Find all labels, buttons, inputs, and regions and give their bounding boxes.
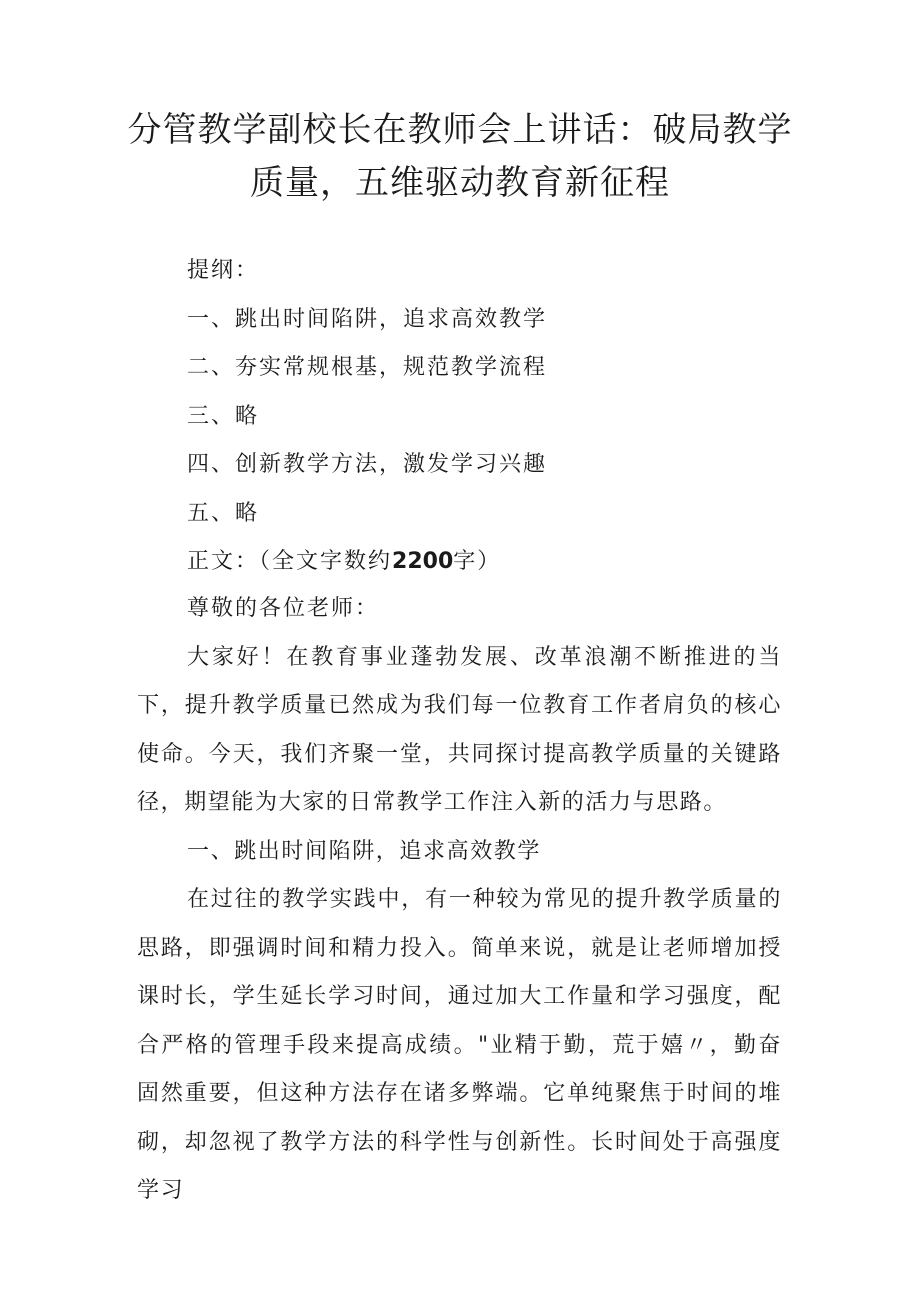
outline-list <box>187 247 827 587</box>
section-paragraph: 在过往的教学实践中，有一种较为常见的提升教学质量的思路，即强调时间和精力投入。简单来说，就是让老师增加授课时长，学生延长学习时间，通过加大工作量和学习强度，配合严格的管理手段来提高成绩。"业精于勤，荒于嬉〃，勤奋固然重要，但这种方法存在诸多弊端。它单纯聚焦于时间的堆砌，却忽视了教学方法的科学性与创新性。长时间处于高强度学习 <box>137 887 782 1203</box>
word-count-value: 2200 <box>392 549 454 574</box>
section-heading: 一、跳出时间陷阱，追求高效教学 <box>187 838 542 864</box>
outline-item: 二、夯实常规根基，规范教学流程 <box>187 355 548 380</box>
word-count-prefix: 正文：（全文字数约 <box>187 549 393 574</box>
outline-label: 提纲： <box>187 258 260 283</box>
document-title: 分管教学副校长在教师会上讲话：破局教学质量，五维驱动教育新征程 <box>127 110 793 203</box>
body-text <box>137 585 782 1216</box>
outline-item: 五、略 <box>187 500 260 526</box>
word-count-line <box>187 538 827 587</box>
intro-paragraph: 大家好！在教育事业蓬勃发展、改革浪潮不断推进的当下，提升教学质量已然成为我们每一位教育工作者肩负的核心使命。今天，我们齐聚一堂，共同探讨提高教学质量的关键路径，期望能为大家的日常教学工作注入新的活力与思路。 <box>137 644 782 815</box>
word-count-suffix: 字） <box>453 549 502 574</box>
outline-item: 四、创新教学方法，激发学习兴趣 <box>187 452 548 477</box>
outline-item: 三、略 <box>187 403 260 429</box>
salutation: 尊敬的各位老师： <box>187 596 380 621</box>
outline-item: 一、跳出时间陷阱，追求高效教学 <box>187 306 548 332</box>
